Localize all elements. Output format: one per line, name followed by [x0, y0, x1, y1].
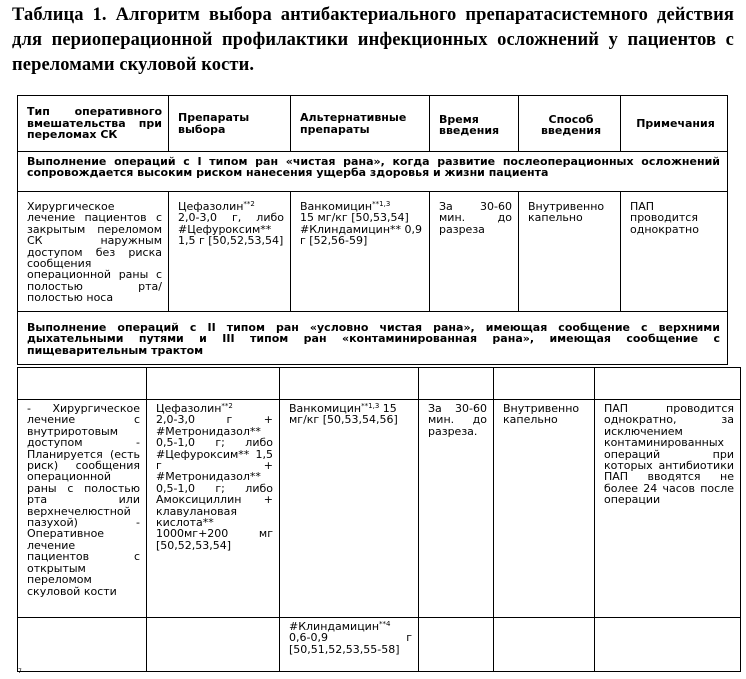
table-part-1 [17, 95, 728, 365]
page-footnote: 7 [18, 668, 22, 675]
section-2-alternative-extra [280, 618, 419, 672]
blank-cell [280, 368, 419, 400]
alt-drug-dose: 15 мг/кг [50,53,54] #Клиндамицин** 0,9 г [52,56-59] [300, 211, 423, 248]
alt-drug-name: #Клиндамицин [289, 620, 380, 633]
header-route: Способ введения [519, 96, 621, 152]
header-drugs: Препараты выбора [169, 96, 291, 152]
alt-drug-dose: 15 мг/кг [50,53,54,56] [289, 402, 398, 427]
alt-drug-superscript: **1,3 [372, 200, 391, 208]
blank-cell [18, 618, 147, 672]
alt-drug-name: Ванкомицин [289, 402, 362, 415]
blank-cell [419, 368, 494, 400]
drug-dose: 2,0-3,0 г, либо #Цефуроксим** [178, 211, 284, 236]
header-time: Время введения [430, 96, 519, 152]
section-1-notes: ПАП проводится однократно [621, 192, 728, 312]
drug-dose: 2,0-3,0 г + #Метронидазол** 0,5-1,0 г; либо #Цефуроксим** 1,5 г + #Метронидазол** 0,5-1,0 г; либо Амоксициллин + клавулановая кислота** 1000мг+200 мг [50,52,53,54] [156, 413, 273, 552]
alt-drug-dose: 0,6-0,9 г [50,51,52,53,55-58] [289, 631, 412, 656]
blank-row [18, 368, 741, 400]
drug-dose-ref: 1,5 г [50,52,53,54] [178, 234, 284, 248]
section-2-route: Внутривенно капельно [494, 400, 595, 618]
section-2-type: - Хирургическое лечение с внутриротовым доступом - Планируется (есть риск) сообщения операционной раны с полостью рта или верхнечелюстной пазухой) - Оперативное лечение пациентов с открытым переломом скуловой кости [18, 400, 147, 618]
section-1-title: Выполнение операций с I типом ран «чистая рана», когда развитие послеоперационных осложнений сопровождается высоким риском нанесения ущерба здоровья и жизни пациента [18, 152, 728, 192]
section-2-alternative [280, 400, 419, 618]
drug-superscript: **2 [221, 402, 233, 410]
blank-cell [18, 368, 147, 400]
section-2-time: За 30-60 мин. до разреза. [419, 400, 494, 618]
section-2-extra-row [18, 618, 741, 672]
section-1-drugs [169, 192, 291, 312]
drug-superscript: **2 [243, 200, 255, 208]
section-1-time: За 30-60 мин. до разреза [430, 192, 519, 312]
section-2-title-row [18, 312, 728, 365]
header-notes: Примечания [621, 96, 728, 152]
blank-cell [595, 368, 741, 400]
section-1-type: Хирургическое лечение пациентов с закрытым переломом СК наружным доступом без риска сообщения операционной раны с полостью рта/полостью носа [18, 192, 169, 312]
table-caption: Таблица 1. Алгоритм выбора антибактериального препаратасистемного действия для периоперационной профилактики инфекционных осложнений у пациентов с переломами скуловой кости. [12, 5, 734, 75]
drug-name: Цефазолин [156, 402, 222, 415]
section-1-title-row [18, 152, 728, 192]
header-alternative: Альтернативные препараты [291, 96, 430, 152]
section-1-row [18, 192, 728, 312]
section-2-title: Выполнение операций с II типом ран «условно чистая рана», имеющая сообщение с верхними дыхательными путями и III типом ран «контаминированная рана», имеющая сообщение с пищеварительным трактом [18, 312, 728, 365]
table-part-2 [17, 367, 741, 672]
section-1-alternative [291, 192, 430, 312]
blank-cell [494, 618, 595, 672]
header-type: Тип оперативного вмешательства при переломах СК [18, 96, 169, 152]
alt-drug-superscript: **4 [379, 620, 391, 628]
header-row [18, 96, 728, 152]
blank-cell [147, 618, 280, 672]
section-1-route: Внутривенно капельно [519, 192, 621, 312]
section-2-notes: ПАП проводится однократно, за исключением контаминированных операций при которых антибиотики ПАП вводятся не более 24 часов после операции [595, 400, 741, 618]
section-2-drugs [147, 400, 280, 618]
blank-cell [419, 618, 494, 672]
alt-drug-name: Ванкомицин [300, 200, 373, 213]
drug-name: Цефазолин [178, 200, 244, 213]
section-2-row [18, 400, 741, 618]
blank-cell [147, 368, 280, 400]
alt-drug-superscript: **1,3 [361, 402, 380, 410]
blank-cell [595, 618, 741, 672]
blank-cell [494, 368, 595, 400]
